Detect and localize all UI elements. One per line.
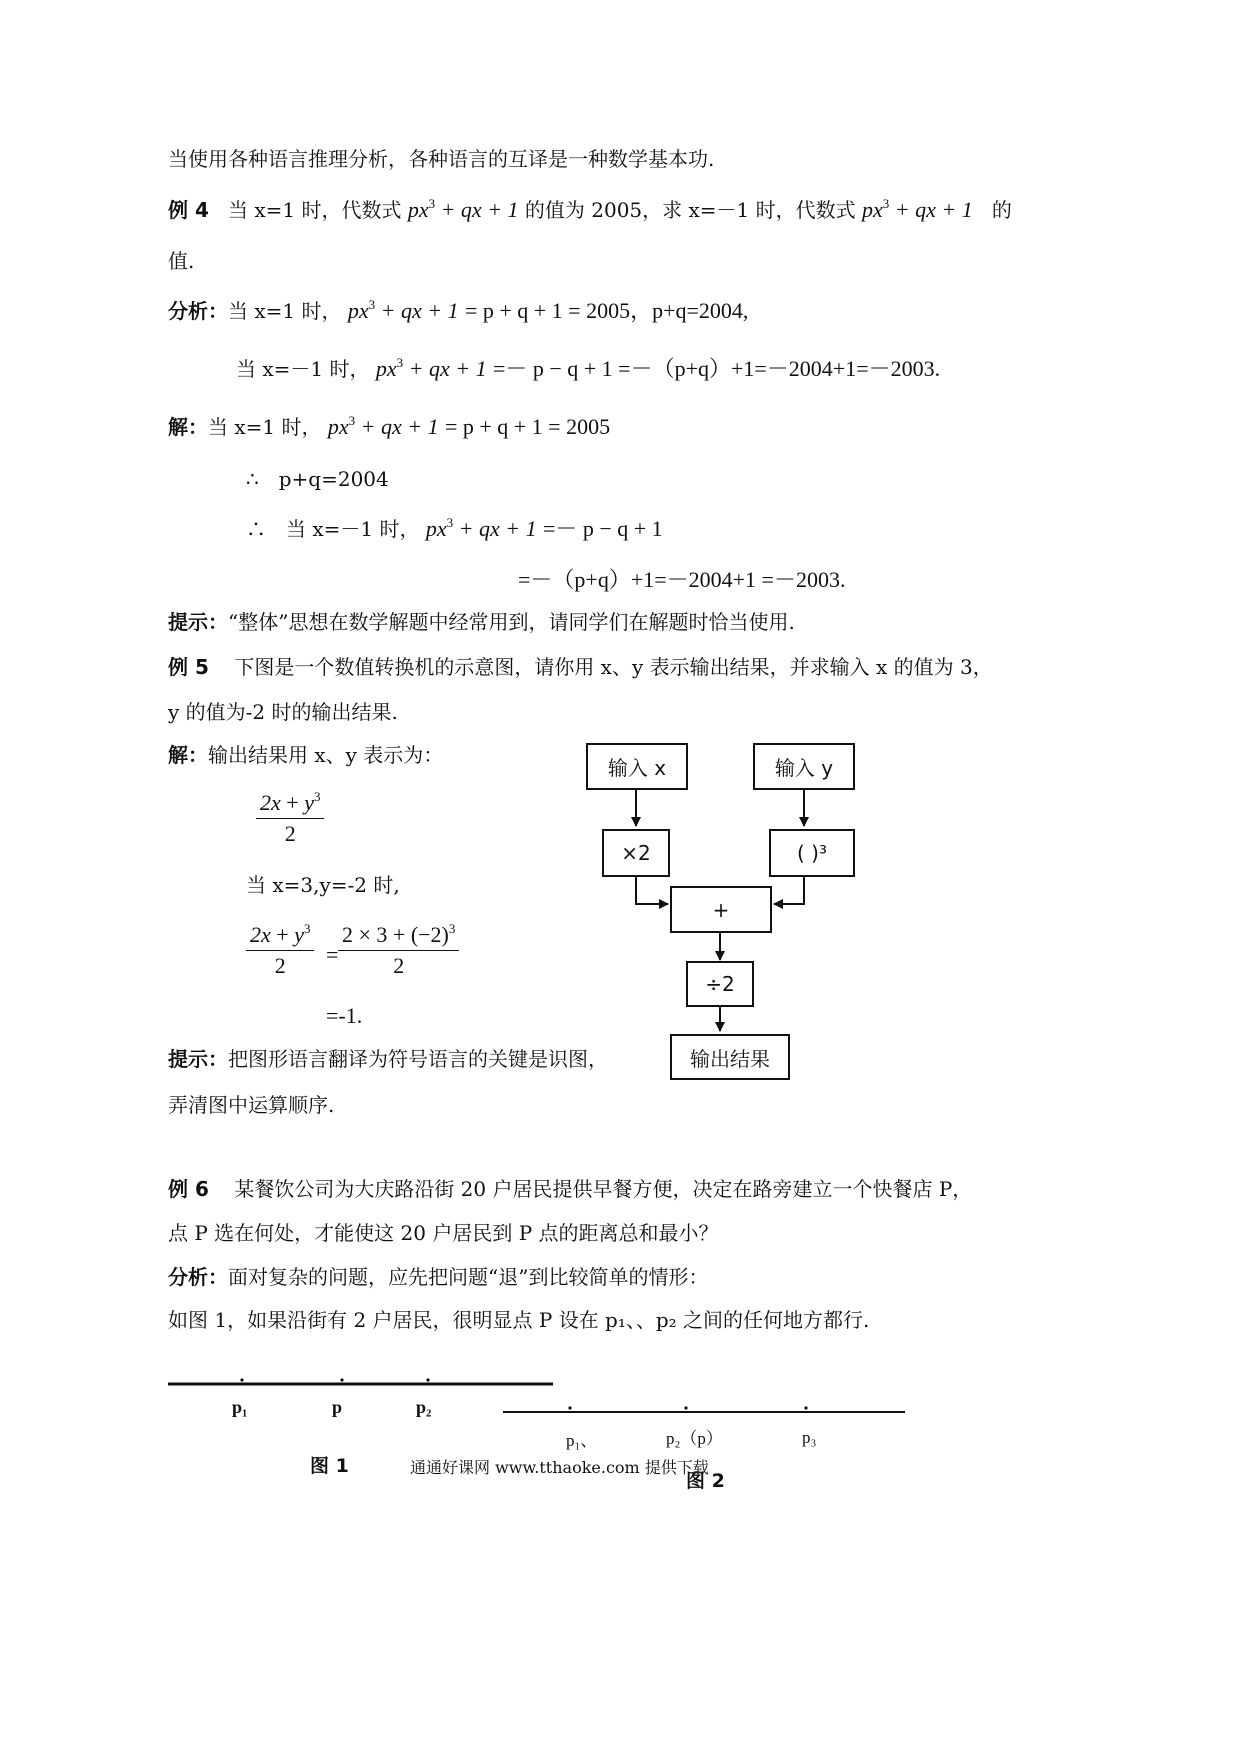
ex5-frac3-num: $2 \times 3 + (-2)^3$: [338, 922, 459, 951]
ex5-sol-1: 输出结果用 x、y 表示为：: [208, 743, 444, 767]
ex5-solution-label: 解：: [168, 743, 208, 767]
ex6-text-1: 某餐饮公司为大庆路沿街 20 户居民提供早餐方便，决定在路旁建立一个快餐店 P，: [234, 1177, 973, 1201]
flow-input-y-box: 输入 y: [753, 743, 855, 790]
ex4-hint-label: 提示：: [168, 610, 228, 634]
ex4-text-a: 当 x=1 时，代数式: [227, 198, 402, 222]
ex5-frac1-num: $2x + y^3$: [256, 790, 324, 819]
flow-output-box: 输出结果: [670, 1034, 790, 1080]
fig1-point-p1: [240, 1378, 243, 1381]
ex4-sol-4: =－（p+q）+1=－2004+1 =－2003.: [518, 567, 846, 592]
ex4-text-c: 的: [991, 198, 1012, 222]
ex4-analysis-label: 分析：: [168, 299, 228, 323]
ex5-text-2: y 的值为-2 时的输出结果.: [168, 700, 398, 724]
ex4-sol-2: ∴ p+q=2004: [246, 467, 389, 491]
example-4-label: 例 4: [168, 198, 209, 222]
fig1-point-p: [340, 1378, 343, 1381]
flow-times2-box: ×2: [602, 829, 670, 877]
flow-plus-box: +: [670, 886, 772, 933]
ex5-sol-2: 当 x=3,y=-2 时,: [246, 873, 400, 897]
example-6-label: 例 6: [168, 1177, 209, 1201]
ex4-hint-text: “整体”思想在数学解题中经常用到，请同学们在解题时恰当使用.: [228, 610, 795, 634]
ex4-analysis-2-expr: $px^3$ + qx + 1: [375, 355, 487, 381]
flow-div2-box: ÷2: [686, 961, 754, 1007]
fig1-label-p: p: [332, 1397, 343, 1417]
ex4-expr-2: $px^3$ + qx + 1: [862, 196, 973, 222]
ex4-text-b: 的值为 2005，求 x=－1 时，代数式: [524, 198, 856, 222]
ex4-sol-1-eq: = p + q + 1 = 2005: [444, 414, 611, 439]
ex6-analysis-label: 分析：: [168, 1265, 228, 1289]
ex4-sol-3-expr: $px^3$ + qx + 1: [425, 515, 537, 541]
intro-line: 当使用各种语言推理分析，各种语言的互译是一种数学基本功.: [168, 147, 715, 171]
ex4-sol-3-pre: ∴ 当 x=－1 时，: [246, 517, 420, 541]
ex5-frac1-den: 2: [284, 821, 296, 846]
ex5-frac3-den: 2: [393, 953, 405, 978]
fig1-caption: 图 1: [310, 1455, 349, 1477]
flow-cube-box: ( )³: [769, 829, 855, 877]
fig2-label-p3: p₃: [802, 1428, 817, 1447]
ex4-sol-1-pre: 当 x=1 时，: [208, 415, 322, 439]
ex6-text-2: 点 P 选在何处，才能使这 20 户居民到 P 点的距离总和最小？: [168, 1221, 719, 1245]
ex5-equals: =: [326, 942, 339, 967]
footer-credit: 通通好课网 www.tthaoke.com 提供下载: [410, 1458, 709, 1477]
ex5-result: =-1.: [326, 1003, 363, 1028]
flow-input-x-box: 输入 x: [586, 743, 688, 790]
fig2-label-p1: p₁、: [566, 1431, 598, 1450]
ex5-frac2-num: $2x + y^3$: [246, 922, 314, 951]
ex4-analysis-1-pre: 当 x=1 时，: [228, 299, 342, 323]
fig1-label-p1: p₁: [232, 1397, 248, 1417]
ex6-analysis-text: 面对复杂的问题，应先把问题“退”到比较简单的情形：: [228, 1265, 709, 1289]
ex4-sol-1-expr: $px^3$ + qx + 1: [327, 413, 439, 439]
ex4-expr-1: $px^3$ + qx + 1: [407, 196, 519, 222]
ex5-hint-label: 提示：: [168, 1047, 228, 1071]
ex4-solution-label: 解：: [168, 415, 208, 439]
fig2-point-p1: [568, 1406, 571, 1409]
fig1-label-p2: p₂: [416, 1397, 432, 1417]
example-5-label: 例 5: [168, 655, 209, 679]
ex5-frac2-den: 2: [274, 953, 286, 978]
ex5-text-1: 下图是一个数值转换机的示意图，请你用 x、y 表示输出结果，并求输入 x 的值为 3，: [234, 655, 993, 679]
fig2-label-p2p: p₂（p）: [666, 1429, 723, 1448]
ex4-analysis-1-eq: = p + q + 1 = 2005，p+q=2004,: [464, 298, 749, 323]
ex4-text-d: 值.: [168, 249, 195, 273]
ex4-analysis-2-eq: =－ p − q + 1 =－（p+q）+1=－2004+1=－2003.: [492, 356, 941, 381]
ex4-analysis-1-expr: $px^3$ + qx + 1: [347, 297, 459, 323]
ex4-sol-3-eq: =－ p − q + 1: [542, 516, 663, 541]
fig2-point-p3: [804, 1406, 807, 1409]
ex6-line-4: 如图 1，如果沿街有 2 户居民，很明显点 P 设在 p₁、、p₂ 之间的任何地方都行.: [168, 1308, 870, 1332]
fig2-point-p2: [684, 1406, 687, 1409]
ex4-analysis-2-pre: 当 x=－1 时，: [236, 357, 370, 381]
fig2-caption: 图 2: [686, 1470, 725, 1492]
ex5-hint-1: 把图形语言翻译为符号语言的关键是识图，: [228, 1047, 608, 1071]
ex5-hint-2: 弄清图中运算顺序.: [168, 1093, 335, 1117]
fig1-point-p2: [426, 1378, 429, 1381]
